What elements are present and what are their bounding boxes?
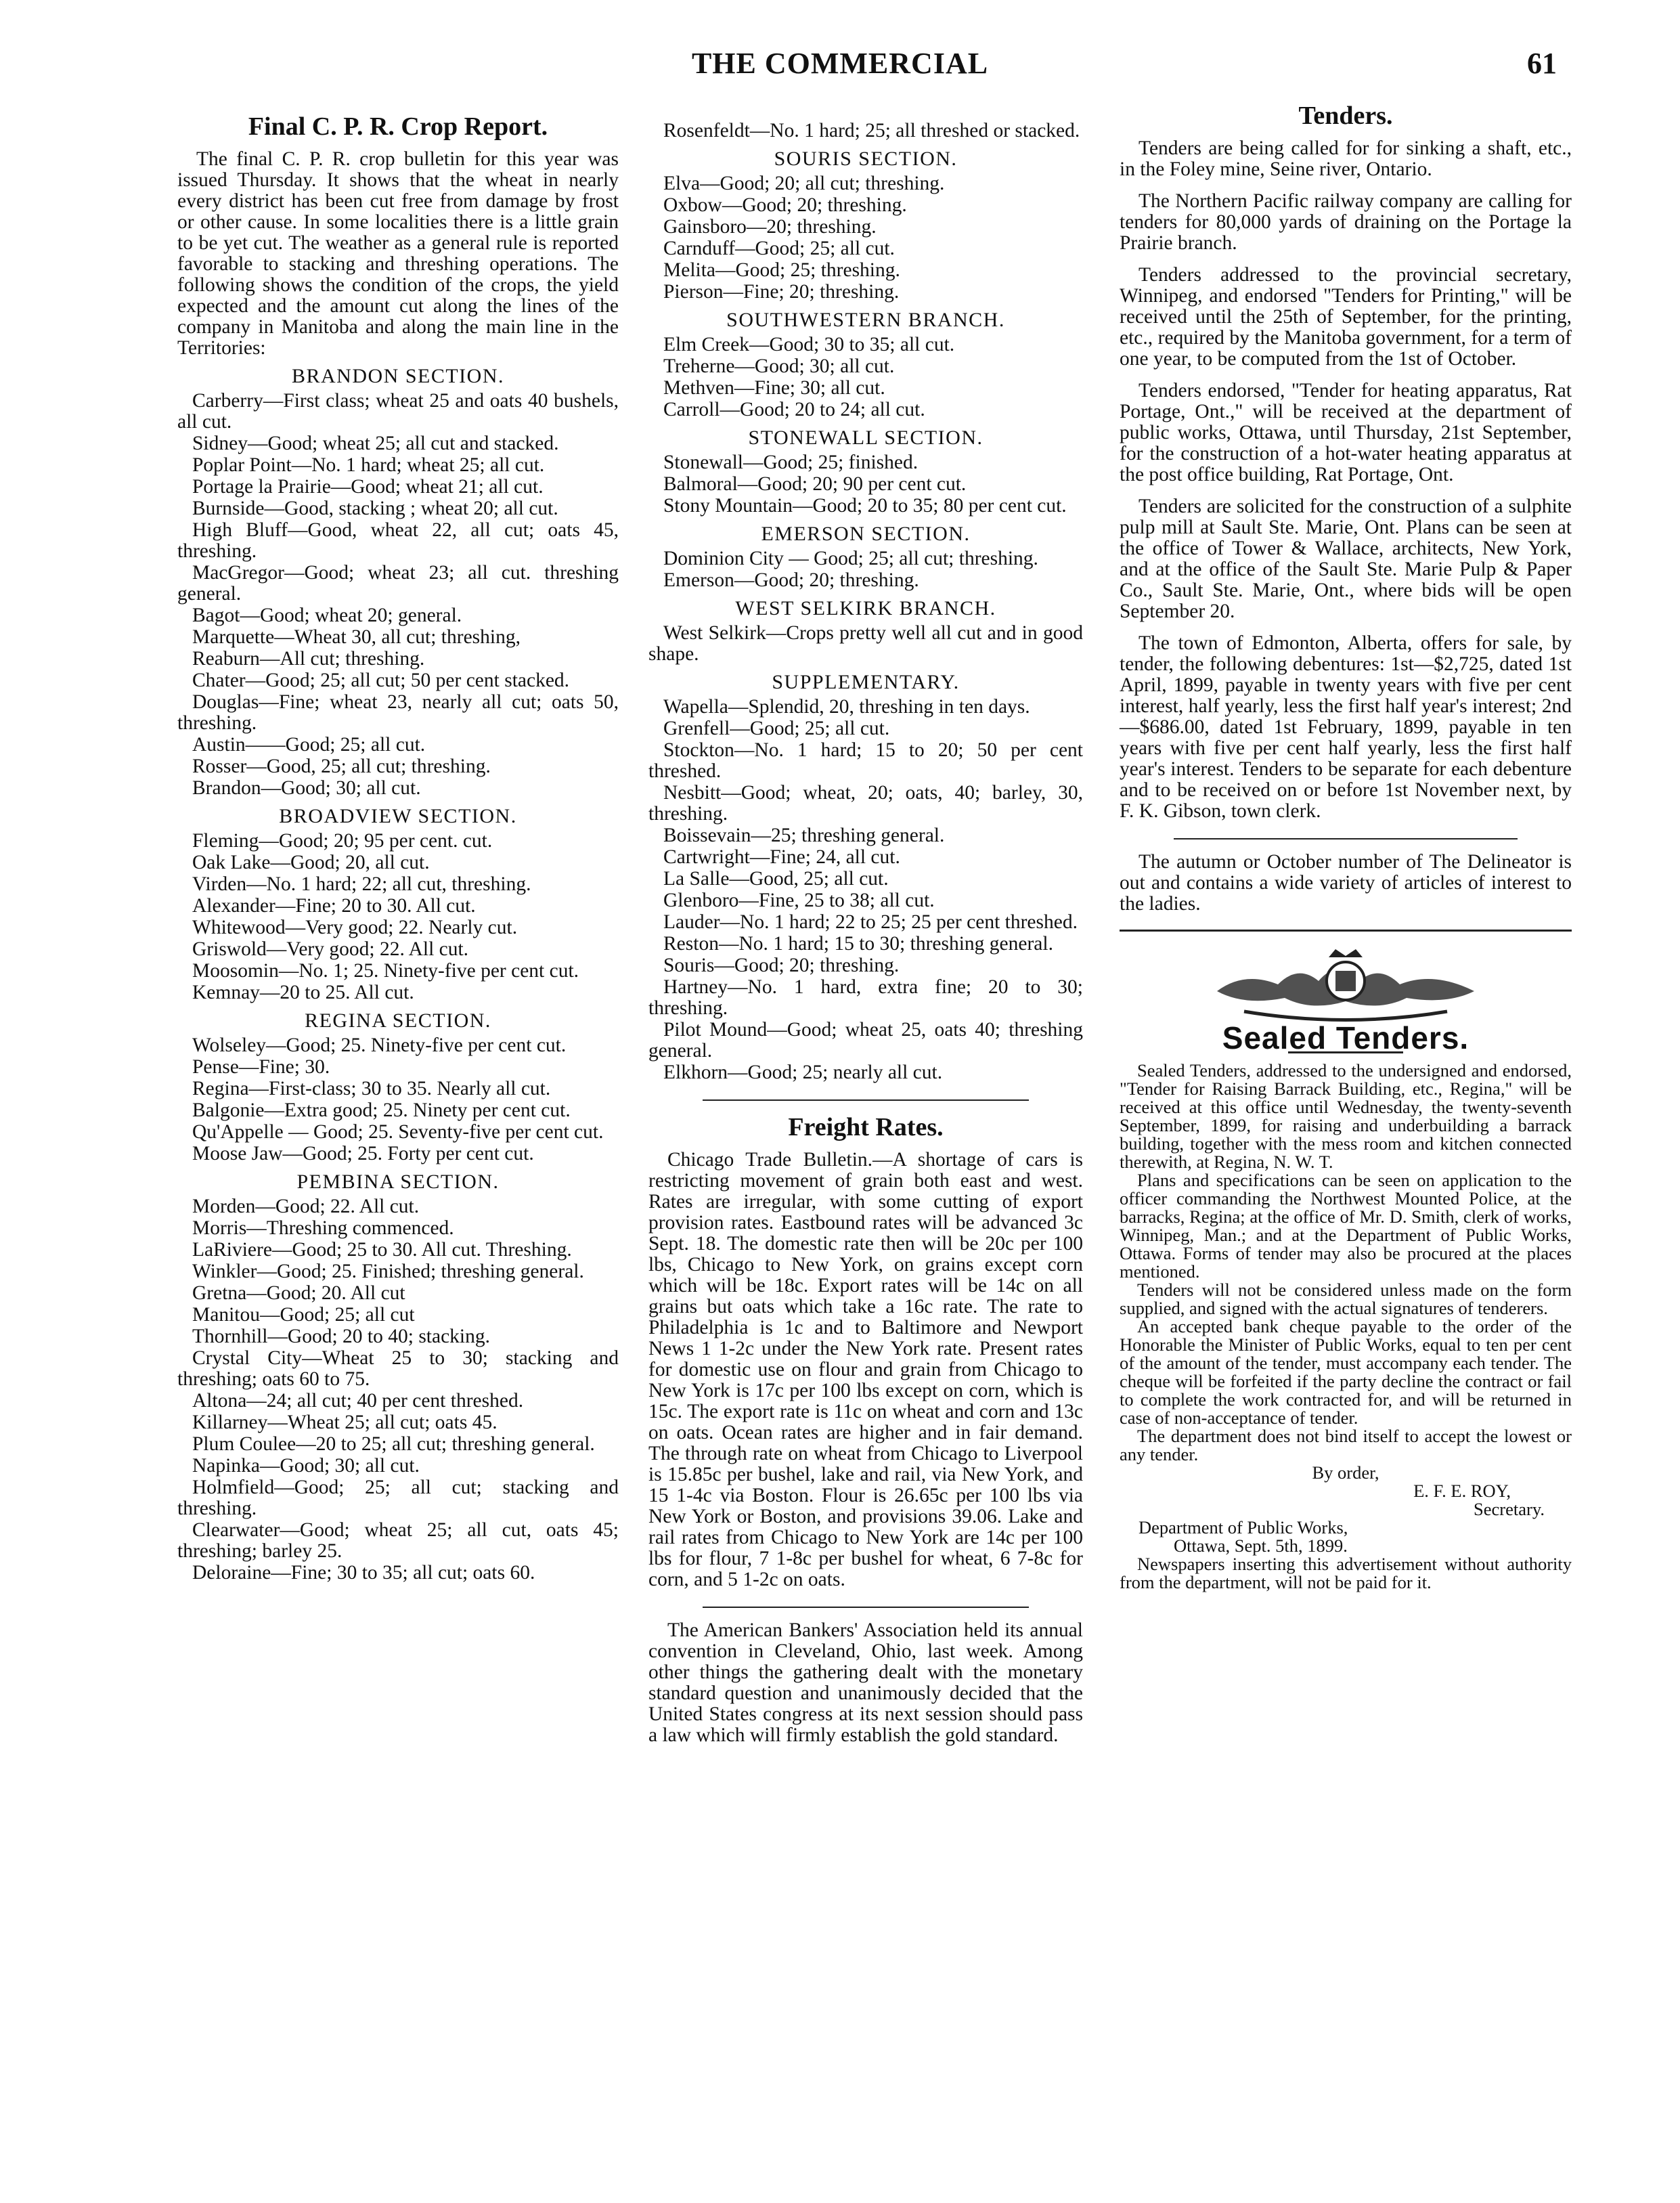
- royal-arms-emblem-icon: [1203, 944, 1488, 1025]
- date-line: Ottawa, Sept. 5th, 1899.: [1174, 1535, 1348, 1556]
- section-emerson: [648, 548, 1083, 591]
- sealed-tenders-title: Sealed Tenders.: [1222, 1020, 1469, 1055]
- crop-entry: Melita—Good; 25; threshing.: [663, 259, 900, 281]
- crop-report-intro: The final C. P. R. crop bulletin for this year was issued Thursday. It shows that the wheat in nearly every district has been cut free from damage by frost or other cause. In some localities there is a little grain to be yet cut. The weather as a general rule is reported favorable to stacking and threshing operations. The following shows the condition of the crops, the yield expected and the amount cut along the lines of the company in Manitoba and along the main line in the Territories:: [177, 148, 619, 359]
- crop-entry: Pilot Mound—Good; wheat 25, oats 40; threshing general.: [648, 1019, 1083, 1062]
- crop-entry: Rosenfeldt—No. 1 hard; 25; all threshed or stacked.: [663, 120, 1080, 141]
- section-heading: SOURIS SECTION.: [774, 148, 958, 170]
- newspaper-note: Newspapers inserting this advertisement without authority from the department, will not be paid for it.: [1120, 1554, 1572, 1592]
- crop-entry: Balgonie—Extra good; 25. Ninety per cent cut.: [192, 1099, 571, 1121]
- crop-entry: Manitou—Good; 25; all cut: [192, 1304, 415, 1326]
- tender-paragraph: Tenders are being called for for sinking a shaft, etc., in the Foley mine, Seine river, Ontario.: [1120, 137, 1572, 180]
- tender-paragraph: Tenders are solicited for the construction of a sulphite pulp mill at Sault Ste. Marie, Ont. Plans can be seen at the office of Tower & Wallace, architects, New York, and at the office of the Sault Ste. Marie Pulp & Paper Co., Sault Ste. Marie, Ont., where bids will be open September 20.: [1120, 496, 1572, 622]
- crop-entry: Carroll—Good; 20 to 24; all cut.: [663, 399, 925, 420]
- crop-entry: Glenboro—Fine, 25 to 38; all cut.: [663, 890, 935, 911]
- signatory-title: Secretary.: [1474, 1499, 1545, 1519]
- sealed-paragraph: Plans and specifications can be seen on application to the officer commanding the Northwest Mounted Police, at the barracks, Regina; at the office of Mr. D. Smith, clerk of works, Winnipeg, Man.; and at the Department of Public Works, Ottawa. Forms of tender may also be procured at the places mentioned.: [1120, 1170, 1572, 1282]
- crop-entry: Chater—Good; 25; all cut; 50 per cent stacked.: [192, 670, 570, 691]
- crop-entry: Emerson—Good; 20; threshing.: [663, 569, 919, 591]
- column-1: [177, 102, 619, 1584]
- crop-entry: Pense—Fine; 30.: [192, 1056, 330, 1078]
- crop-entry: La Salle—Good, 25; all cut.: [663, 868, 889, 890]
- crop-entry: Virden—No. 1 hard; 22; all cut, threshing.: [192, 873, 531, 895]
- crop-entry: Reaburn—All cut; threshing.: [192, 648, 425, 670]
- column-3: [1120, 102, 1572, 1592]
- crop-entry: Carnduff—Good; 25; all cut.: [663, 238, 895, 259]
- crop-entry: Elkhorn—Good; 25; nearly all cut.: [663, 1062, 943, 1083]
- section-southwestern: [648, 334, 1083, 420]
- signatory: E. F. E. ROY,: [1413, 1481, 1511, 1501]
- section-regina: [177, 1035, 619, 1164]
- section-heading: PEMBINA SECTION.: [296, 1171, 500, 1193]
- tender-paragraph: The Northern Pacific railway company are calling for tenders for 80,000 yards of draining on the Portage la Prairie branch.: [1120, 190, 1572, 254]
- section-west-selkirk: [648, 623, 1083, 665]
- crop-entry: Bagot—Good; wheat 20; general.: [192, 605, 462, 626]
- crop-entry: Methven—Fine; 30; all cut.: [663, 377, 885, 399]
- crop-entry: West Selkirk—Crops pretty well all cut and in good shape.: [648, 622, 1083, 665]
- tender-paragraph: The town of Edmonton, Alberta, offers for sale, by tender, the following debentures: 1st—$2,725, dated 1st April, 1899, payable in twenty years with five per cent interest, half yearly, less the first half year's interest; 2nd—$686.00, dated 1st February, 1899, payable in ten years with five per cent half yearly, less the first half year's interest. Tenders to be separate for each debenture and to be received on or before 1st November next, by F. K. Gibson, town clerk.: [1120, 632, 1572, 822]
- divider: [703, 1099, 1029, 1101]
- crop-entry: Brandon—Good; 30; all cut.: [192, 777, 421, 799]
- crop-entry: Moose Jaw—Good; 25. Forty per cent cut.: [192, 1143, 534, 1164]
- crop-entry: Deloraine—Fine; 30 to 35; all cut; oats 60.: [192, 1562, 535, 1584]
- crop-entry: Gainsboro—20; threshing.: [663, 216, 877, 238]
- crop-entry: Clearwater—Good; wheat 25; all cut, oats 45; threshing; barley 25.: [177, 1519, 619, 1562]
- divider: [1120, 930, 1572, 932]
- crop-entry: Qu'Appelle — Good; 25. Seventy-five per cent cut.: [192, 1121, 604, 1143]
- publication-title: THE COMMERCIAL: [691, 47, 989, 80]
- by-order: By order,: [1312, 1462, 1379, 1483]
- page-header: [0, 42, 1680, 89]
- crop-entry: Wapella—Splendid, 20, threshing in ten days.: [663, 696, 1030, 718]
- crop-entry: Wolseley—Good; 25. Ninety-five per cent cut.: [192, 1034, 567, 1056]
- tender-paragraph: Tenders addressed to the provincial secretary, Winnipeg, and endorsed "Tenders for Printing," will be received until the 25th of September, for the printing, etc., required by the Manitoba government, for a term of one year, to be computed from the 1st of October.: [1120, 264, 1572, 370]
- crop-entry: Pierson—Fine; 20; threshing.: [663, 281, 900, 303]
- crop-entry: Boissevain—25; threshing general.: [663, 825, 945, 846]
- crop-entry: Souris—Good; 20; threshing.: [663, 955, 900, 976]
- crop-entry: Altona—24; all cut; 40 per cent threshed.: [192, 1390, 524, 1412]
- crop-entry: Plum Coulee—20 to 25; all cut; threshing general.: [192, 1433, 595, 1455]
- crop-entry: Carberry—First class; wheat 25 and oats 40 bushels, all cut.: [177, 390, 619, 433]
- sealed-paragraph: The department does not bind itself to accept the lowest or any tender.: [1120, 1426, 1572, 1464]
- section-souris: [648, 173, 1083, 303]
- crop-entry: Whitewood—Very good; 22. Nearly cut.: [192, 917, 518, 938]
- crop-entry: Alexander—Fine; 20 to 30. All cut.: [192, 895, 476, 917]
- crop-entry: Reston—No. 1 hard; 15 to 30; threshing general.: [663, 933, 1053, 955]
- crop-entry: Marquette—Wheat 30, all cut; threshing,: [192, 626, 521, 648]
- section-brandon: [177, 391, 619, 799]
- crop-entry: Morris—Threshing commenced.: [192, 1217, 454, 1239]
- crop-entry: Burnside—Good, stacking ; wheat 20; all cut.: [192, 498, 558, 519]
- crop-entry: Stony Mountain—Good; 20 to 35; 80 per cent cut.: [663, 495, 1067, 517]
- crop-entry: Elva—Good; 20; all cut; threshing.: [663, 173, 945, 194]
- section-broadview: [177, 831, 619, 1003]
- crop-entry: Killarney—Wheat 25; all cut; oats 45.: [192, 1412, 498, 1433]
- section-heading: SUPPLEMENTARY.: [772, 671, 960, 693]
- sealed-tenders-notice: [1120, 1062, 1572, 1592]
- crop-report-heading: Final C. P. R. Crop Report.: [248, 112, 548, 141]
- section-heading: BRANDON SECTION.: [291, 365, 504, 387]
- crop-entry: Winkler—Good; 25. Finished; threshing general.: [192, 1261, 584, 1282]
- crop-entry: LaRiviere—Good; 25 to 30. All cut. Threshing.: [192, 1239, 572, 1261]
- divider: [703, 1607, 1029, 1608]
- crop-entry: Rosser—Good, 25; all cut; threshing.: [192, 756, 491, 777]
- section-pembina: [177, 1196, 619, 1584]
- crop-entry: Nesbitt—Good; wheat, 20; oats, 40; barley, 30, threshing.: [648, 782, 1083, 825]
- crop-entry: Napinka—Good; 30; all cut.: [192, 1455, 420, 1477]
- section-stonewall: [648, 452, 1083, 517]
- crop-entry: Elm Creek—Good; 30 to 35; all cut.: [663, 334, 955, 355]
- tender-paragraph: Tenders endorsed, "Tender for heating apparatus, Rat Portage, Ont.," will be received at the department of public works, Ottawa, until Thursday, 21st September, for the construction of a hot-water heating apparatus at the post office building, Rat Portage, Ont.: [1120, 380, 1572, 485]
- bankers-body: The American Bankers' Association held its annual convention in Cleveland, Ohio, last week. Among other things the gathering dealt with the monetary standard question and unanimously decided that the United States congress at its next session should pass a law which will firmly establish the gold standard.: [648, 1619, 1083, 1746]
- crop-entry: Cartwright—Fine; 24, all cut.: [663, 846, 900, 868]
- crop-entry: High Bluff—Good, wheat 22, all cut; oats 45, threshing.: [177, 519, 619, 562]
- tenders-heading: Tenders.: [1298, 102, 1393, 130]
- delineator-note: The autumn or October number of The Delineator is out and contains a wide variety of articles of interest to the ladies.: [1120, 851, 1572, 915]
- crop-entry: Balmoral—Good; 20; 90 per cent cut.: [663, 473, 967, 495]
- page-number: 61: [1527, 47, 1557, 80]
- section-heading: STONEWALL SECTION.: [748, 427, 983, 449]
- crop-entry: Poplar Point—No. 1 hard; wheat 25; all cut.: [192, 454, 545, 476]
- freight-body: Chicago Trade Bulletin.—A shortage of cars is restricting movement of grain both east and west. Rates are irregular, with some cutting of export provision rates. Eastbound rates will be advanced 3c Sept. 18. The domestic rate then will be 20c per 100 lbs, Chicago to New York, on grains except corn which will be 18c. Export rates will be 14c on all grains but oats which take a 16c rate. The rate to Philadelphia is 1c and to Baltimore and Newport News 1 1-2c under the New York rate. Present rates for domestic use on flour and grain from Chicago to New York is 17c per 100 lbs except on corn, which is 15c. The export rate is 11c on wheat and corn and 13c on oats. Ocean rates are higher and in fair demand. The through rate on wheat from Chicago to Liverpool is 15.85c per bushel, lake and rail, via New York, and 15 1-4c via Boston. Flour is 26.65c per 100 lbs via New York or Boston, and provisions 39.06. Lake and rail rates from Chicago to New York are 14c per 100 lbs for flour, 7 1-8c per bushel for wheat, 6 7-8c for corn, and 5 1-2c on oats.: [648, 1149, 1083, 1590]
- section-heading: REGINA SECTION.: [305, 1009, 491, 1032]
- crop-entry: Oak Lake—Good; 20, all cut.: [192, 852, 430, 873]
- crop-entry: Sidney—Good; wheat 25; all cut and stacked.: [192, 433, 559, 454]
- crop-entry: Griswold—Very good; 22. All cut.: [192, 938, 469, 960]
- crop-entry: Douglas—Fine; wheat 23, nearly all cut; oats 50, threshing.: [177, 691, 619, 734]
- crop-entry: Treherne—Good; 30; all cut.: [663, 355, 895, 377]
- sealed-paragraph: Tenders will not be considered unless made on the form supplied, and signed with the actual signatures of tenderers.: [1120, 1280, 1572, 1318]
- sealed-paragraph: Sealed Tenders, addressed to the undersigned and endorsed, "Tender for Raising Barrack Building, etc., Regina," will be received at this office until Wednesday, the twenty-seventh September, 1899, for raising and underbuilding a barrack building, together with the mess room and kitchen connected therewith, at Regina, N. W. T.: [1120, 1060, 1572, 1172]
- section-supplementary: [648, 697, 1083, 1083]
- crop-entry: Kemnay—20 to 25. All cut.: [192, 982, 414, 1003]
- crop-entry: Gretna—Good; 20. All cut: [192, 1282, 405, 1304]
- column-2: [648, 102, 1083, 1746]
- freight-heading: Freight Rates.: [788, 1113, 944, 1141]
- divider: [1174, 838, 1518, 839]
- section-heading: SOUTHWESTERN BRANCH.: [726, 309, 1005, 331]
- crop-entry: Crystal City—Wheat 25 to 30; stacking and threshing; oats 60 to 75.: [177, 1347, 619, 1390]
- crop-entry: Lauder—No. 1 hard; 22 to 25; 25 per cent threshed.: [663, 911, 1078, 933]
- crop-entry: Thornhill—Good; 20 to 40; stacking.: [192, 1326, 491, 1347]
- crop-entry: Oxbow—Good; 20; threshing.: [663, 194, 907, 216]
- crop-entry: Fleming—Good; 20; 95 per cent. cut.: [192, 830, 493, 852]
- crop-entry: Holmfield—Good; 25; all cut; stacking and threshing.: [177, 1477, 619, 1519]
- crop-entry: Stockton—No. 1 hard; 15 to 20; 50 per cent threshed.: [648, 739, 1083, 782]
- crop-entry: Moosomin—No. 1; 25. Ninety-five per cent cut.: [192, 960, 579, 982]
- department-line: Department of Public Works,: [1139, 1517, 1348, 1537]
- section-heading: EMERSON SECTION.: [761, 523, 971, 545]
- crop-entry: Regina—First-class; 30 to 35. Nearly all cut.: [192, 1078, 551, 1099]
- crop-entry: Austin——Good; 25; all cut.: [192, 734, 426, 756]
- crop-entry: MacGregor—Good; wheat 23; all cut. threshing general.: [177, 562, 619, 605]
- crop-entry: Stonewall—Good; 25; finished.: [663, 452, 919, 473]
- crop-entry: Dominion City — Good; 25; all cut; threshing.: [663, 548, 1038, 569]
- section-heading: BROADVIEW SECTION.: [279, 805, 517, 827]
- section-heading: WEST SELKIRK BRANCH.: [735, 597, 996, 619]
- sealed-paragraph: An accepted bank cheque payable to the order of the Honorable the Minister of Public Works, equal to ten per cent of the amount of the tender, must accompany each tender. The cheque will be forfeited if the party decline the contract or fail to complete the work contracted for, and will be returned in case of non-acceptance of tender.: [1120, 1316, 1572, 1428]
- crop-entry: Hartney—No. 1 hard, extra fine; 20 to 30; threshing.: [648, 976, 1083, 1019]
- crop-entry: Portage la Prairie—Good; wheat 21; all cut.: [192, 476, 544, 498]
- crop-entry: Grenfell—Good; 25; all cut.: [663, 718, 890, 739]
- crop-entry: Morden—Good; 22. All cut.: [192, 1196, 420, 1217]
